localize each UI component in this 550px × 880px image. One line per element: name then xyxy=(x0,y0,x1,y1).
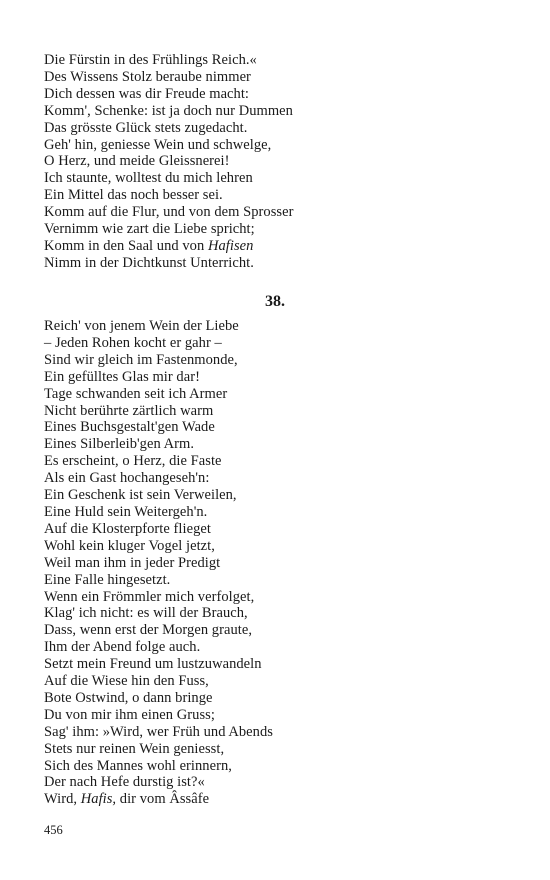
verse-line xyxy=(44,120,514,137)
verse-line xyxy=(44,504,514,521)
verse-text: Komm in den Saal und von xyxy=(44,237,208,254)
verse-text: Als ein Gast hochangeseh'n: xyxy=(44,470,210,487)
verse-line xyxy=(44,741,514,758)
verse-text: Des Wissens Stolz beraube nimmer xyxy=(44,68,251,85)
verse-text: O Herz, und meide Gleissnerei! xyxy=(44,153,230,170)
verse-line xyxy=(44,318,514,335)
verse-text: Es erscheint, o Herz, die Faste xyxy=(44,453,222,470)
verse-text: Sag' ihm: »Wird, wer Früh und Abends xyxy=(44,723,273,740)
verse-text: Das grösste Glück stets zugedacht. xyxy=(44,119,248,136)
verse-line xyxy=(44,589,514,606)
verse-text: Nicht berührte zärtlich warm xyxy=(44,402,214,419)
verse-text: Eine Huld sein Weitergeh'n. xyxy=(44,503,208,520)
verse-text: Weil man ihm in jeder Predigt xyxy=(44,554,221,571)
verse-line xyxy=(44,707,514,724)
section-number-text: 38. xyxy=(265,293,285,310)
verse-text: Wird, xyxy=(44,791,81,808)
verse-text: Eine Falle hingesetzt. xyxy=(44,571,171,588)
verse-text: Eines Buchsgestalt'gen Wade xyxy=(44,419,215,436)
verse-line xyxy=(44,187,514,204)
verse-text: Reich' von jenem Wein der Liebe xyxy=(44,318,239,334)
verse-line xyxy=(44,153,514,170)
verse-line xyxy=(44,555,514,572)
verse-text: Nimm in der Dichtkunst Unterricht. xyxy=(44,254,254,271)
verse-line xyxy=(44,724,514,741)
verse-line xyxy=(44,419,514,436)
verse-text: Klag' ich nicht: es will der Brauch, xyxy=(44,605,248,622)
verse-text: Bote Ostwind, o dann bringe xyxy=(44,689,213,706)
verse-line xyxy=(44,204,514,221)
verse-line xyxy=(44,221,514,238)
verse-text: Auf die Wiese hin den Fuss, xyxy=(44,673,209,690)
verse-line xyxy=(44,791,514,808)
verse-text: Stets nur reinen Wein geniesst, xyxy=(44,740,225,757)
verse-text: Vernimm wie zart die Liebe spricht; xyxy=(44,221,255,238)
verse-text: Dich dessen was dir Freude macht: xyxy=(44,85,249,102)
verse-line xyxy=(44,656,514,673)
verse-line xyxy=(44,86,514,103)
verse-line xyxy=(44,622,514,639)
verse-line xyxy=(44,369,514,386)
poem-stanza-continued xyxy=(44,52,514,272)
verse-line xyxy=(44,758,514,775)
verse-text: Ich staunte, wolltest du mich lehren xyxy=(44,170,253,187)
verse-text: Geh' hin, geniesse Wein und schwelge, xyxy=(44,136,272,153)
verse-text: Tage schwanden seit ich Armer xyxy=(44,385,228,402)
verse-line xyxy=(44,605,514,622)
verse-line xyxy=(44,572,514,589)
verse-text: Ihm der Abend folge auch. xyxy=(44,639,201,656)
verse-line xyxy=(44,170,514,187)
verse-text: Sich des Mannes wohl erinnern, xyxy=(44,757,232,774)
page-number: 456 xyxy=(44,823,63,837)
verse-line xyxy=(44,639,514,656)
verse-text: Eines Silberleib'gen Arm. xyxy=(44,436,195,453)
verse-line xyxy=(44,352,514,369)
verse-text: Ein gefülltes Glas mir dar! xyxy=(44,368,200,385)
verse-line xyxy=(44,137,514,154)
verse-line xyxy=(44,487,514,504)
verse-text: Der nach Hefe durstig ist?« xyxy=(44,774,205,791)
verse-text: Komm', Schenke: ist ja doch nur Dummen xyxy=(44,102,293,119)
poem-38 xyxy=(44,318,514,808)
verse-text: Sind wir gleich im Fastenmonde, xyxy=(44,351,238,368)
verse-text: Auf die Klosterpforte flieget xyxy=(44,520,211,537)
verse-text: Ein Geschenk ist sein Verweilen, xyxy=(44,487,237,504)
verse-text: – Jeden Rohen kocht er gahr – xyxy=(44,334,222,351)
verse-italic-text: Hafis, xyxy=(80,791,117,808)
verse-line xyxy=(44,690,514,707)
verse-line xyxy=(44,673,514,690)
verse-text: Dass, wenn erst der Morgen graute, xyxy=(44,622,252,639)
verse-text: Setzt mein Freund um lustzuwandeln xyxy=(44,656,262,673)
verse-line xyxy=(44,774,514,791)
verse-text: Wohl kein kluger Vogel jetzt, xyxy=(44,537,215,554)
verse-line xyxy=(44,238,514,255)
verse-italic-text: Hafisen xyxy=(207,237,254,254)
verse-line xyxy=(44,52,514,69)
verse-line xyxy=(44,335,514,352)
section-number xyxy=(0,292,550,312)
verse-text: Komm auf die Flur, und von dem Sprosser xyxy=(44,204,294,221)
verse-line xyxy=(44,255,514,272)
verse-text: Du von mir ihm einen Gruss; xyxy=(44,706,215,723)
verse-line xyxy=(44,386,514,403)
verse-line xyxy=(44,538,514,555)
verse-text: dir vom Âssâfe xyxy=(116,791,210,808)
verse-line xyxy=(44,453,514,470)
verse-line xyxy=(44,470,514,487)
verse-line xyxy=(44,69,514,86)
verse-line xyxy=(44,436,514,453)
verse-line xyxy=(44,403,514,420)
verse-line xyxy=(44,521,514,538)
verse-text: Wenn ein Frömmler mich verfolget, xyxy=(44,588,255,605)
verse-text: Die Fürstin in des Frühlings Reich.« xyxy=(44,52,257,68)
verse-line xyxy=(44,103,514,120)
verse-text: Ein Mittel das noch besser sei. xyxy=(44,187,223,204)
